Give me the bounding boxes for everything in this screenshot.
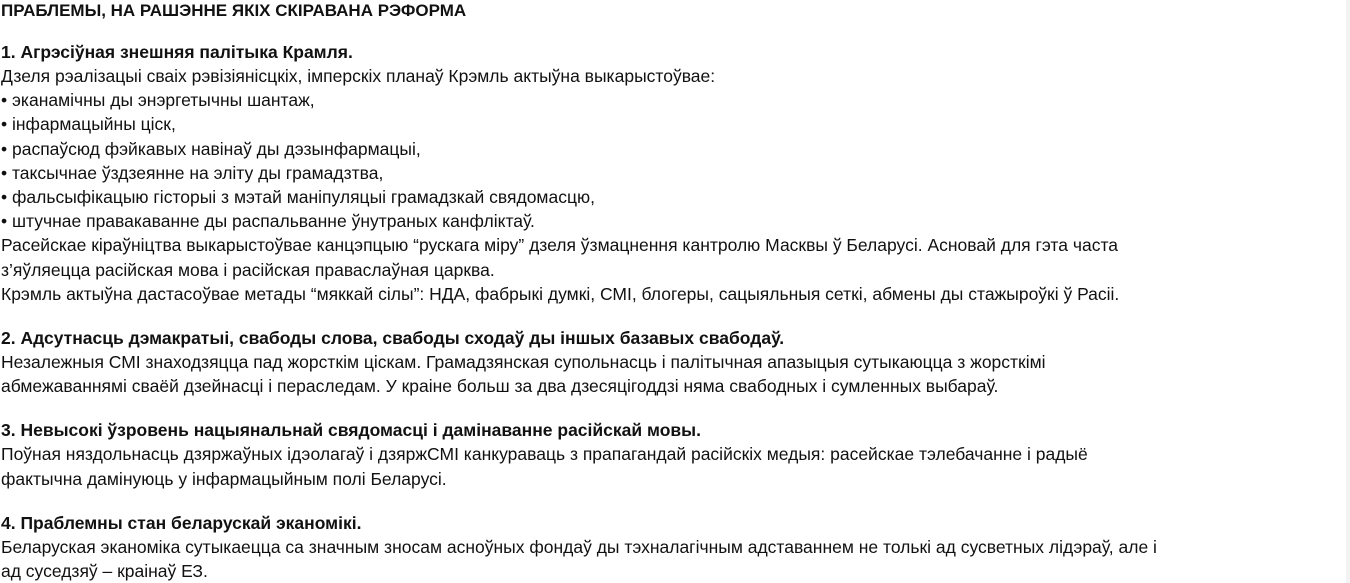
bullet-item: • фальсыфікацыю гісторыі з мэтай маніпуляцыі грамадзкай свядомасцю,	[1, 187, 595, 208]
section-1	[1, 40, 1346, 306]
section-heading: 1. Агрэсіўная знешняя палітыка Крамля.	[1, 42, 353, 62]
page-title: ПРАБЛЕМЫ, НА РАШЭННЕ ЯКІХ СКІРАВАНА РЭФОРМА	[1, 1, 467, 20]
document-body	[1, 0, 1346, 583]
paragraph-line: абмежаваннямі сваёй дзейнасці і пераследам. У краіне больш за два дзесяцігоддзі няма свабодных і сумленных выбараў.	[1, 376, 999, 397]
bullet-item: • таксычнае ўздзеянне на эліту ды грамадзтва,	[1, 162, 384, 183]
paragraph-line: фактычна дамінуюць у інфармацыйным полі Беларусі.	[1, 468, 447, 489]
bullet-item: • распаўсюд фэйкавых навінаў ды дэзынфармацыі,	[1, 138, 421, 159]
paragraph-line: Расейскае кіраўніцтва выкарыстоўвае канцэпцыю “рускага міру” дзеля ўзмацнення кантролю Масквы ў Беларусі. Асновай для гэта часта	[1, 235, 1119, 256]
section-3	[1, 418, 1346, 490]
paragraph-line: Поўная няздольнасць дзяржаўных ідэолагаў і дзяржСМІ канкураваць з прапагандай расійскіх медыя: расейскае тэлебачанне і радыё	[1, 444, 1088, 465]
paragraph-line: Незалежныя СМІ знаходзяцца пад жорсткім ціскам. Грамадзянская супольнасць і палітычная апазыцыя сутыкаюцца з жорсткімі	[1, 352, 1046, 373]
section-heading: 2. Адсутнасць дэмакратыі, свабоды слова, свабоды сходаў ды іншых базавых свабодаў.	[1, 328, 785, 349]
bullet-item: • інфармацыйны ціск,	[1, 114, 176, 135]
scrollbar[interactable]	[1346, 0, 1350, 583]
section-4	[1, 511, 1346, 583]
paragraph-line: з’яўляецца расійская мова і расійская праваслаўная царква.	[1, 259, 495, 280]
bullet-item: • эканамічны ды энэргетычны шантаж,	[1, 90, 315, 111]
paragraph-line: Беларуская эканоміка сутыкаецца са значным зносам асноўных фондаў ды тэхналагічным адставаннем не толькі ад сусветных лідэраў, але і	[1, 536, 1157, 557]
paragraph-line: Крэмль актыўна дастасоўвае метады “мяккай сілы”: НДА, фабрыкі думкі, СМІ, блогеры, сацыяльныя сеткі, абмены ды стажыроўкі ў Расіі.	[1, 283, 1120, 304]
section-heading: 3. Невысокі ўзровень нацыянальнай свядомасці і дамінаванне расійскай мовы.	[1, 420, 701, 441]
section-heading: 4. Праблемны стан беларускай эканомікі.	[1, 512, 362, 533]
section-intro: Дзеля рэалізацыі сваіх рэвізіяніcцкіх, імперскіх планаў Крэмль актыўна выкарыстоўвае:	[1, 66, 716, 86]
paragraph-line: ад суседзяў – краінаў ЕЗ.	[1, 561, 208, 582]
bullet-item: • штучнае правакаванне ды распальванне ўнутраных канфліктаў.	[1, 211, 535, 232]
section-2	[1, 326, 1346, 398]
